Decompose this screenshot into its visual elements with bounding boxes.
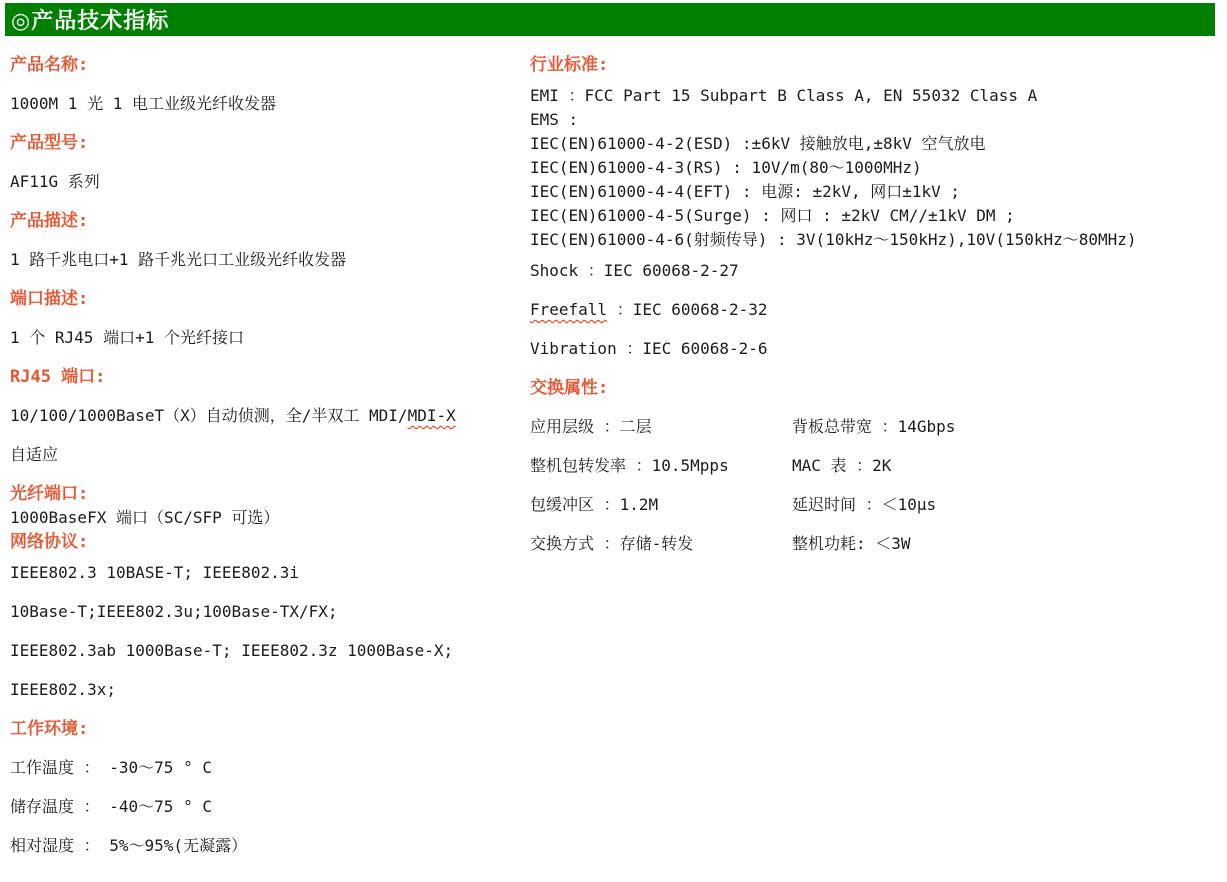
heading-product-model: 产品型号: (10, 133, 89, 153)
value-surge: IEC(EN)61000-4-5(Surge) : 网口 : ±2kV CM//±1kV DM ; (530, 206, 1015, 225)
value-rj45-line1 (10, 407, 530, 425)
value-protocols-line1: IEEE802.3 10BASE-T; IEEE802.3i (10, 563, 299, 582)
value-power-consumption: 整机功耗: ＜3W (792, 534, 911, 553)
heading-industry-standards: 行业标准: (530, 55, 609, 75)
heading-product-description: 产品描述: (10, 211, 89, 231)
value-storage-temp: 储存温度 ： -40～75 ° C (10, 797, 212, 816)
value-eft: IEC(EN)61000-4-4(EFT) : 电源: ±2kV, 网口±1kV ; (530, 182, 961, 201)
value-product-name: 1000M 1 光 1 电工业级光纤收发器 (10, 94, 276, 113)
rj45-misspelled-word: MDI-X (407, 406, 456, 425)
freefall-misspelled-word: Freefall (530, 300, 608, 319)
value-product-model: AF11G 系列 (10, 172, 100, 191)
value-ems: EMS : (530, 110, 579, 129)
value-backplane-bandwidth: 背板总带宽 ：14Gbps (792, 417, 956, 436)
heading-network-protocols: 网络协议: (10, 532, 89, 552)
value-protocols-line4: IEEE802.3x; (10, 680, 116, 699)
value-fiber-port: 1000BaseFX 端口（SC/SFP 可选） (10, 508, 280, 527)
value-relative-humidity: 相对湿度 ： 5%～95%(无凝露） (10, 836, 248, 855)
heading-rj45-port: RJ45 端口: (10, 367, 106, 387)
rj45-line1-text: 10/100/1000BaseT（X）自动侦测，全/半双工 MDI/ (10, 406, 408, 425)
value-operating-temp: 工作温度 ： -30～75 ° C (10, 758, 212, 777)
left-column (10, 56, 530, 876)
value-latency: 延迟时间 ：＜10μs (792, 495, 937, 514)
page-title: ◎产品技术指标 (11, 9, 170, 34)
heading-port-description: 端口描述: (10, 289, 89, 309)
value-shock: Shock ：IEC 60068-2-27 (530, 261, 739, 280)
value-mac-table: MAC 表 ：2K (792, 456, 892, 475)
heading-switching-properties: 交换属性: (530, 378, 609, 398)
value-freefall (530, 301, 1217, 319)
switching-properties-grid (530, 418, 1217, 553)
value-vibration: Vibration ：IEC 60068-2-6 (530, 339, 768, 358)
value-packet-buffer: 包缓冲区 ：1.2M (530, 495, 659, 514)
heading-product-name: 产品名称: (10, 55, 89, 75)
value-esd: IEC(EN)61000-4-2(ESD) :±6kV 接触放电,±8kV 空气放电 (530, 134, 986, 153)
heading-fiber-port: 光纤端口: (10, 484, 89, 504)
value-switching-mode: 交换方式 ：存储-转发 (530, 534, 694, 553)
value-rs: IEC(EN)61000-4-3(RS) : 10V/m(80～1000MHz) (530, 158, 922, 177)
value-application-layer: 应用层级 ：二层 (530, 417, 652, 436)
value-packet-forwarding-rate: 整机包转发率 ：10.5Mpps (530, 456, 729, 475)
value-rf-conduction: IEC(EN)61000-4-6(射频传导) : 3V(10kHz～150kHz),10V(150kHz～80MHz) (530, 230, 1137, 249)
right-column (530, 56, 1227, 876)
spec-content (0, 36, 1227, 876)
value-protocols-line2: 10Base-T;IEEE802.3u;100Base-TX/FX; (10, 602, 338, 621)
value-emi: EMI ：FCC Part 15 Subpart B Class A, EN 55032 Class A (530, 86, 1038, 105)
page-title-bar (5, 3, 1215, 36)
heading-operating-environment: 工作环境: (10, 719, 89, 739)
value-protocols-line3: IEEE802.3ab 1000Base-T; IEEE802.3z 1000Base-X; (10, 641, 454, 660)
value-product-description: 1 路千兆电口+1 路千兆光口工业级光纤收发器 (10, 250, 347, 269)
value-port-description: 1 个 RJ45 端口+1 个光纤接口 (10, 328, 244, 347)
value-rj45-line2: 自适应 (10, 445, 59, 464)
freefall-text: ：IEC 60068-2-32 (607, 300, 768, 319)
